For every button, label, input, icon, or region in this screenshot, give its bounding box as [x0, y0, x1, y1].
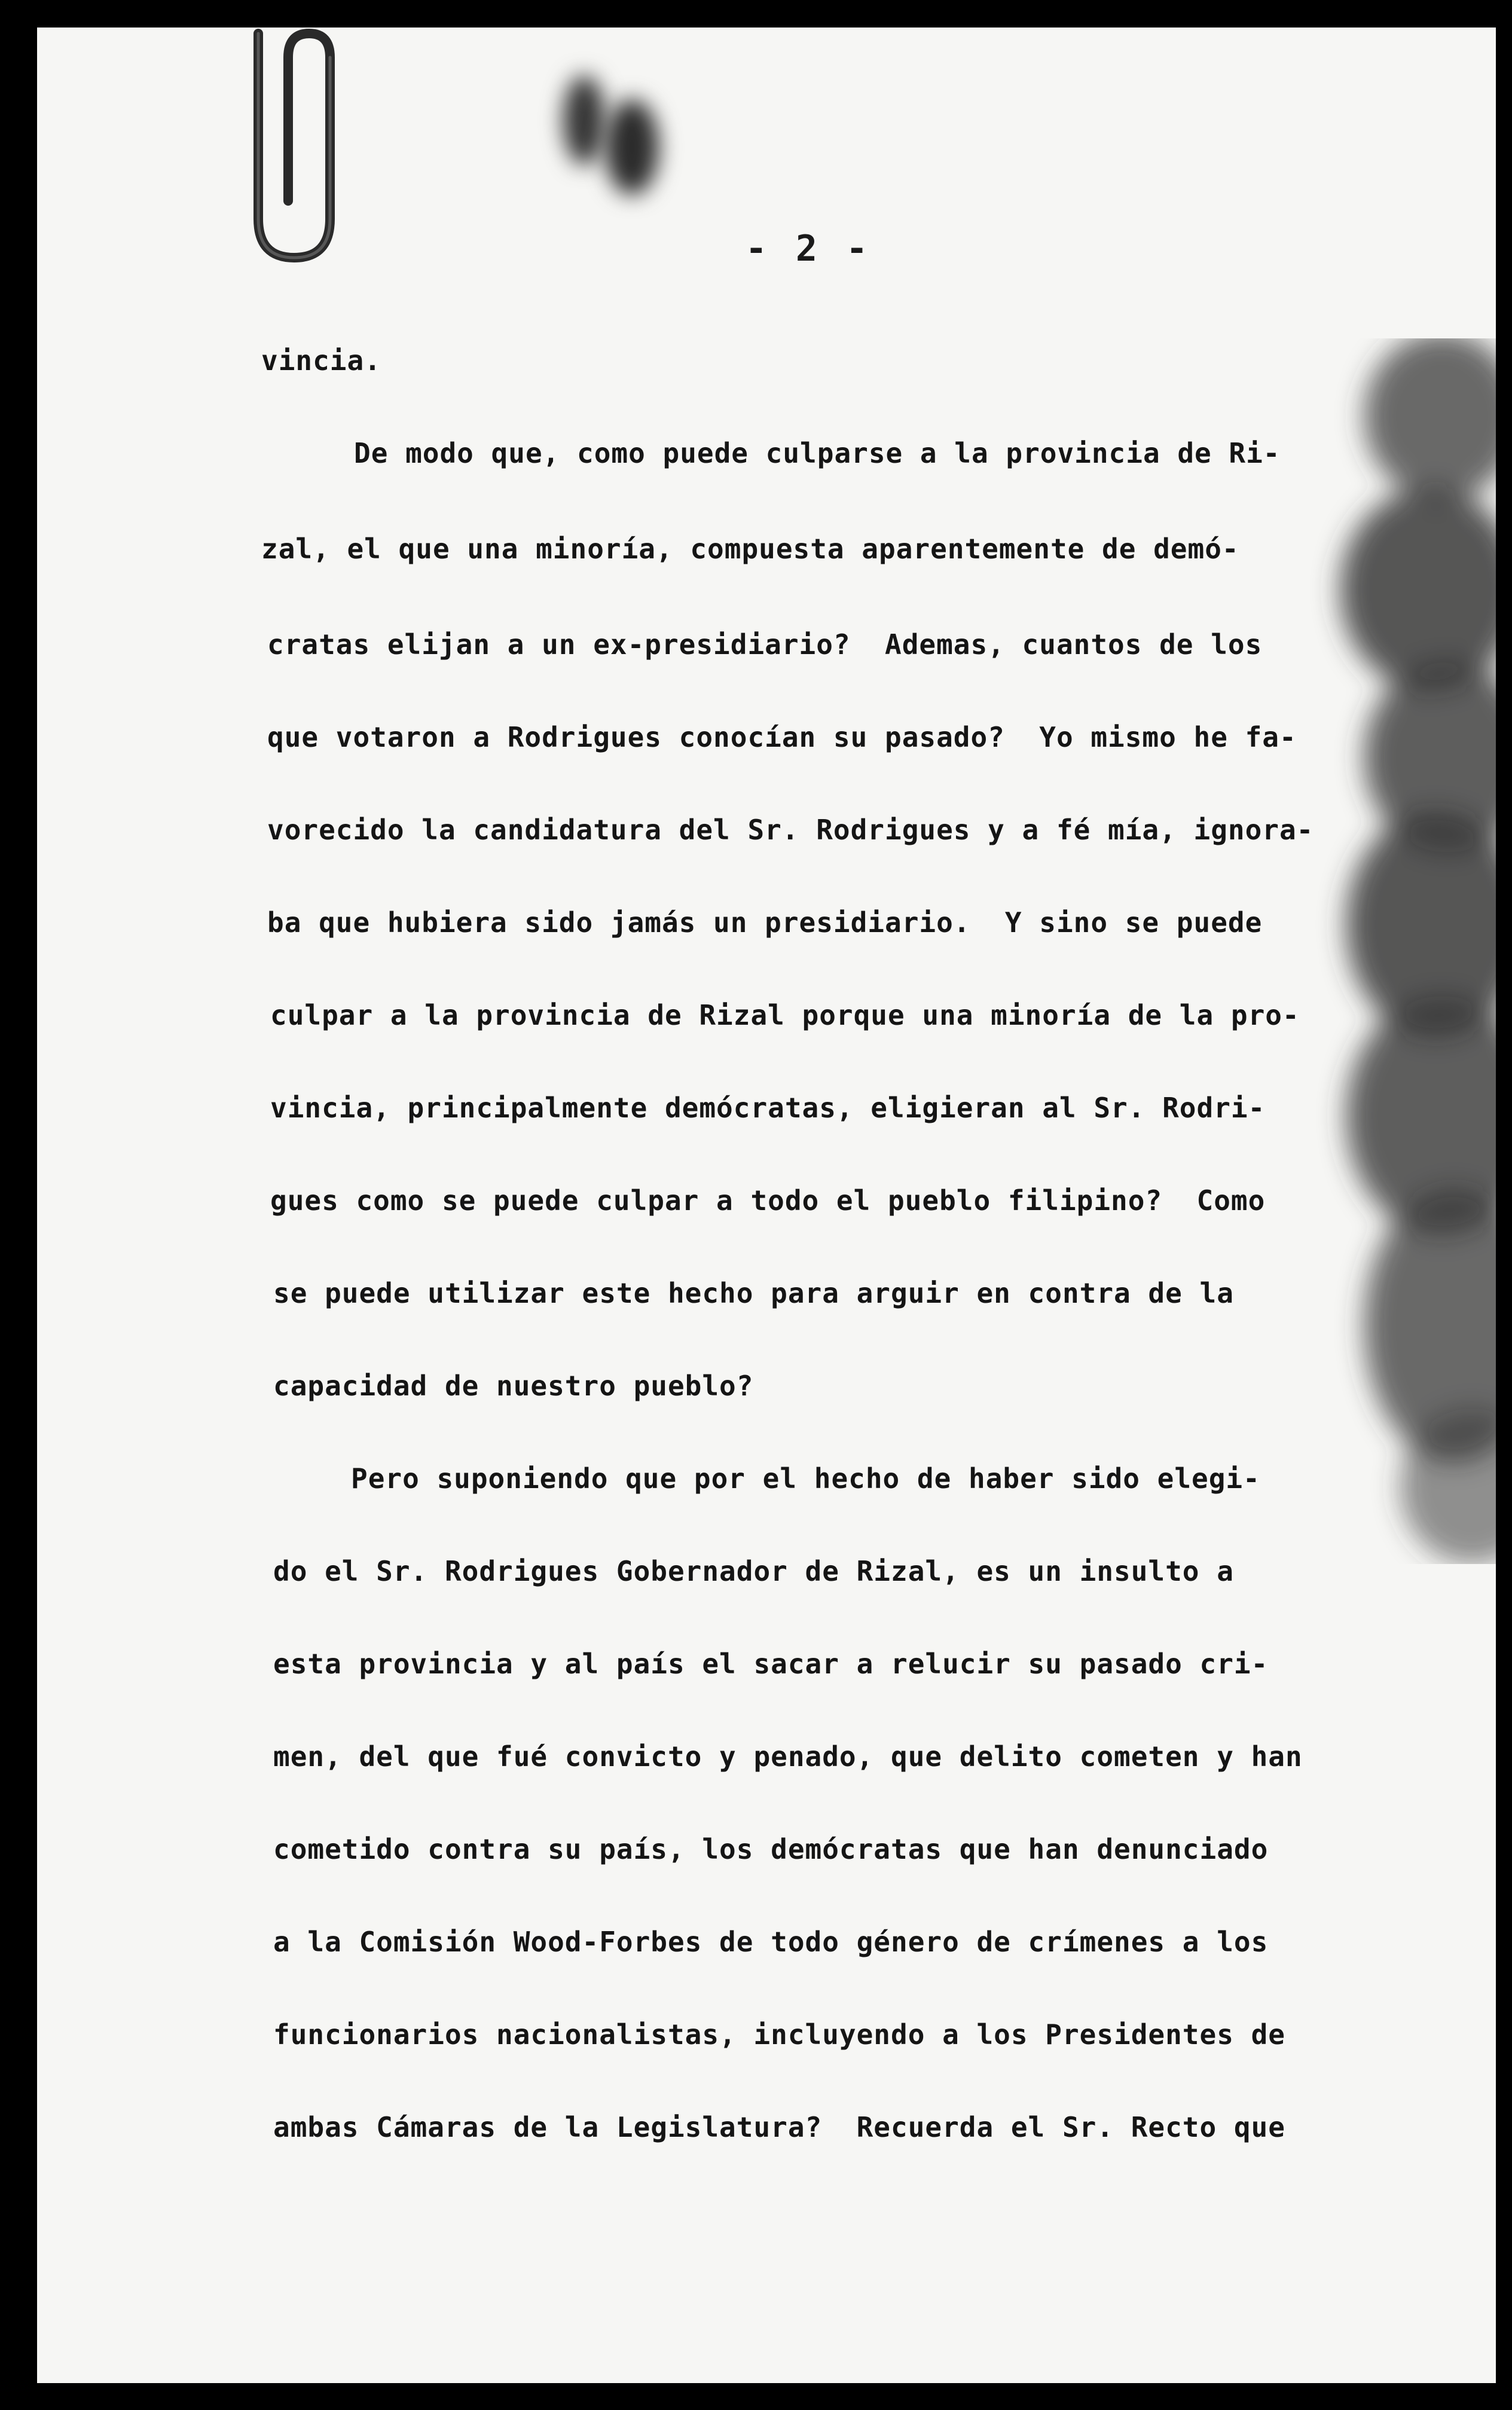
ink-blot — [563, 75, 605, 165]
text-line: zal, el que una minoría, compuesta aparentemente de demó- — [261, 533, 1239, 565]
text-line: De modo que, como puede culparse a la provincia de Ri- — [354, 437, 1281, 469]
ink-blot — [605, 99, 659, 195]
text-line: vincia. — [261, 344, 381, 377]
text-line: se puede utilizar este hecho para arguir en contra de la — [273, 1277, 1234, 1309]
text-line: vincia, principalmente demócratas, eligieran al Sr. Rodri- — [270, 1092, 1266, 1124]
text-line: capacidad de nuestro pueblo? — [273, 1370, 754, 1402]
text-line: cratas elijan a un ex-presidiario? Ademas, cuantos de los — [267, 628, 1263, 661]
text-line: do el Sr. Rodrigues Gobernador de Rizal, es un insulto a — [273, 1555, 1234, 1587]
text-line: que votaron a Rodrigues conocían su pasado? Yo mismo he fa- — [267, 721, 1297, 753]
text-line: a la Comisión Wood-Forbes de todo género de crímenes a los — [273, 1926, 1269, 1958]
text-line: gues como se puede culpar a todo el pueblo filipino? Como — [270, 1184, 1266, 1217]
text-line: Pero suponiendo que por el hecho de haber sido elegi- — [351, 1462, 1260, 1495]
text-line: cometido contra su país, los demócratas que han denunciado — [273, 1833, 1269, 1865]
text-line: vorecido la candidatura del Sr. Rodrigues y a fé mía, ignora- — [267, 814, 1314, 846]
document-page — [37, 28, 1496, 2383]
paper-clip-icon — [234, 28, 354, 273]
text-line: men, del que fué convicto y penado, que delito cometen y han — [273, 1740, 1303, 1773]
water-stain — [1293, 338, 1496, 1564]
text-line: funcionarios nacionalistas, incluyendo a los Presidentes de — [273, 2018, 1285, 2051]
page-number: - 2 - — [745, 228, 872, 270]
text-line: esta provincia y al país el sacar a relucir su pasado cri- — [273, 1648, 1269, 1680]
text-line: ba que hubiera sido jamás un presidiario. Y sino se puede — [267, 906, 1263, 939]
text-line: culpar a la provincia de Rizal porque una minoría de la pro- — [270, 999, 1300, 1031]
text-line: ambas Cámaras de la Legislatura? Recuerda el Sr. Recto que — [273, 2111, 1285, 2143]
